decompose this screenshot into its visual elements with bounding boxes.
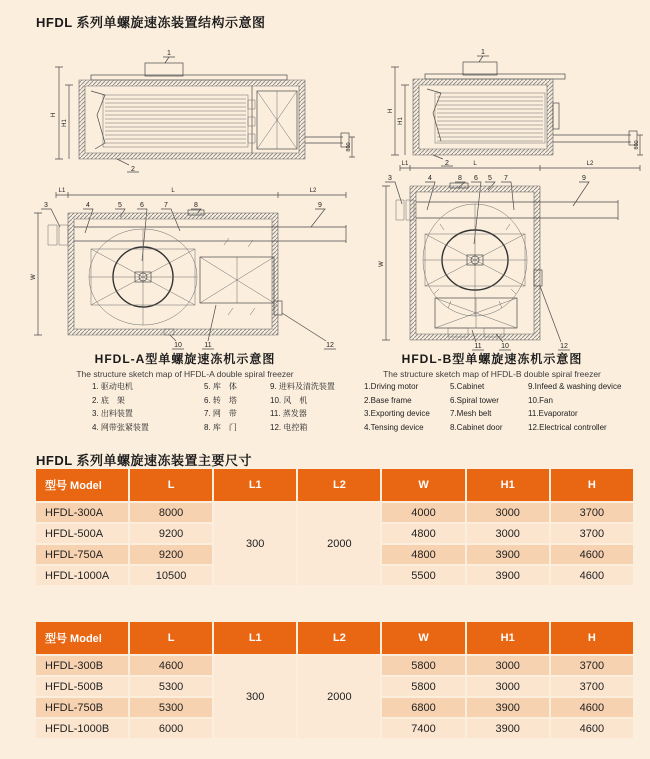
- model-cell: HFDL-300A: [36, 503, 128, 522]
- dim-label-h: H: [388, 108, 394, 114]
- legend-item: 9.Infeed & washing device: [528, 382, 622, 391]
- evaporator-braces: [200, 257, 274, 303]
- legend-item: 4.Tensing device: [364, 422, 424, 432]
- value-cell: 3000: [467, 656, 549, 675]
- legend-item: 8.Cabinet door: [450, 422, 503, 432]
- value-cell: 3900: [467, 719, 549, 738]
- callout-8: 8: [458, 175, 462, 182]
- table-header-row: [36, 622, 633, 654]
- value-cell: 3000: [467, 524, 549, 543]
- mesh-belt-stack: [435, 93, 545, 143]
- model-cell: HFDL-500A: [36, 524, 128, 543]
- callout-4: 4: [86, 202, 90, 209]
- callout-7-leader: [161, 209, 180, 231]
- legend-item: 2.Base frame: [364, 395, 412, 405]
- dim-label-800: 800: [634, 140, 640, 150]
- dim-label-l: L: [171, 188, 175, 194]
- legend-item: 11.Evaporator: [528, 409, 578, 418]
- value-cell: 9200: [130, 545, 212, 564]
- col-header-l: L: [130, 469, 212, 501]
- legend-item: 3.Exporting device: [364, 409, 430, 418]
- value-cell: 5500: [382, 566, 464, 585]
- value-cell: 5300: [130, 677, 212, 696]
- dim-label-l1: L1: [58, 188, 66, 194]
- callout-11: 11: [204, 342, 212, 349]
- legend-item: 8. 库 门: [204, 422, 237, 432]
- dim-label-w: W: [31, 274, 37, 280]
- value-cell: 4800: [382, 524, 464, 543]
- value-cell: 3700: [551, 524, 633, 543]
- dim-label-w: W: [379, 261, 385, 267]
- cabinet-top-plate: [91, 75, 287, 80]
- value-cell: 3000: [467, 503, 549, 522]
- legend-item: 3. 出料装置: [92, 409, 133, 418]
- caption-hfdl-b: [342, 350, 642, 379]
- callout-3-leader: [41, 209, 60, 227]
- conveyor-line: [74, 225, 346, 243]
- legend-item: 12.Electrical controller: [528, 422, 607, 432]
- callout-5: 5: [118, 202, 122, 209]
- value-cell: 3900: [467, 566, 549, 585]
- model-cell: HFDL-1000B: [36, 719, 128, 738]
- model-cell: HFDL-300B: [36, 656, 128, 675]
- mesh-belt-tiers: [105, 99, 246, 143]
- callout-11: 11: [474, 343, 482, 350]
- col-header-model: 型号 Model: [36, 469, 128, 501]
- callout-12: 12: [326, 342, 334, 349]
- callout-1-leader: [477, 56, 489, 62]
- page-title: HFDL 系列单螺旋速冻装置结构示意图: [36, 15, 266, 30]
- l1-merged-cell: 300: [214, 656, 296, 738]
- dimension-table-a: [34, 467, 635, 587]
- airflow-arrows: [224, 238, 277, 315]
- model-cell: HFDL-750B: [36, 698, 128, 717]
- spiral-braces: [89, 229, 197, 325]
- callout-2-leader: [117, 159, 139, 172]
- dim-label-l2: L2: [586, 161, 594, 167]
- legend-item: 4. 网带张紧装置: [92, 422, 149, 432]
- legend-item: 9. 进料及清洗装置: [270, 382, 335, 391]
- legend-item: 6. 转 塔: [204, 395, 237, 405]
- model-cell: HFDL-500B: [36, 677, 128, 696]
- callout-7: 7: [504, 175, 508, 182]
- value-cell: 5800: [382, 656, 464, 675]
- callout-10: 10: [501, 343, 509, 350]
- callout-3-leader: [385, 182, 402, 204]
- callout-12-leader: [540, 286, 570, 350]
- col-header-l1: L1: [214, 622, 296, 654]
- callout-12: 12: [560, 343, 568, 350]
- callout-3: 3: [388, 175, 392, 182]
- value-cell: 4800: [382, 545, 464, 564]
- value-cell: 8000: [130, 503, 212, 522]
- legend-item: 1.Driving motor: [364, 382, 419, 391]
- table-header-row: [36, 469, 633, 501]
- value-cell: 6000: [130, 719, 212, 738]
- value-cell: 4600: [551, 698, 633, 717]
- col-header-h1: H1: [467, 469, 549, 501]
- evaporator-braces: [435, 298, 517, 328]
- value-cell: 10500: [130, 566, 212, 585]
- drive-motor: [145, 63, 183, 76]
- callout-9: 9: [582, 175, 586, 182]
- value-cell: 4600: [551, 719, 633, 738]
- value-cell: 5300: [130, 698, 212, 717]
- side-port: [553, 103, 559, 129]
- dim-label-800: 800: [346, 142, 352, 152]
- caption-b-cn: HFDL-B型单螺旋速冻机示意图: [401, 352, 583, 366]
- col-header-h: H: [551, 622, 633, 654]
- callout-1: 1: [481, 49, 485, 56]
- callout-8: 8: [194, 202, 198, 209]
- col-header-l1: L1: [214, 469, 296, 501]
- dim-label-h1: H1: [62, 119, 68, 127]
- callout-2: 2: [445, 160, 449, 167]
- legend-english: [364, 380, 621, 434]
- callout-9-leader: [311, 209, 325, 227]
- drive-motor: [463, 62, 497, 75]
- legend-item: 12. 电控箱: [270, 422, 308, 432]
- callout-5: 5: [488, 175, 492, 182]
- dim-line-w: [34, 213, 42, 335]
- value-cell: 5800: [382, 677, 464, 696]
- legend-item: 7.Mesh belt: [450, 409, 492, 418]
- l2-merged-cell: 2000: [298, 503, 380, 585]
- callout-4-leader: [83, 209, 93, 233]
- value-cell: 3700: [551, 503, 633, 522]
- caption-a-cn: HFDL-A型单螺旋速冻机示意图: [94, 352, 276, 366]
- col-header-l: L: [130, 622, 212, 654]
- table-row: [36, 656, 633, 675]
- value-cell: 4600: [551, 566, 633, 585]
- legend-item: 2. 底 架: [92, 395, 125, 405]
- side-view-a-diagram: [45, 45, 355, 173]
- callout-6: 6: [140, 202, 144, 209]
- dim-label-l2: L2: [309, 188, 317, 194]
- dim-label-h: H: [51, 112, 57, 118]
- legend-item: 5. 库 体: [204, 382, 237, 391]
- value-cell: 4600: [551, 545, 633, 564]
- fan-section-braces: [257, 91, 297, 149]
- outfeed-conveyor: [553, 135, 631, 142]
- col-header-l2: L2: [298, 622, 380, 654]
- dim-label-l: L: [473, 161, 477, 167]
- infeed-washing-device: [48, 225, 68, 245]
- value-cell: 7400: [382, 719, 464, 738]
- value-cell: 3000: [467, 677, 549, 696]
- legend-item: 11. 蒸发器: [270, 409, 307, 418]
- model-cell: HFDL-1000A: [36, 566, 128, 585]
- value-cell: 3900: [467, 545, 549, 564]
- callout-3: 3: [44, 202, 48, 209]
- model-cell: HFDL-750A: [36, 545, 128, 564]
- dimension-table-b: [34, 620, 635, 740]
- callout-4: 4: [428, 175, 432, 182]
- legend-item: 10.Fan: [528, 395, 553, 405]
- caption-b-en: The structure sketch map of HFDL-B double spiral freezer: [383, 369, 601, 379]
- plan-view-a-diagram: [28, 183, 358, 351]
- callout-1: 1: [167, 50, 171, 57]
- callout-9: 9: [318, 202, 322, 209]
- callout-9-leader: [573, 182, 589, 206]
- callout-10: 10: [174, 342, 182, 349]
- callout-7: 7: [164, 202, 168, 209]
- value-cell: 4600: [130, 656, 212, 675]
- side-view-b-diagram: [385, 45, 645, 167]
- value-cell: 3900: [467, 698, 549, 717]
- legend-chinese: [92, 380, 335, 434]
- dim-label-l1: L1: [401, 161, 409, 167]
- value-cell: 9200: [130, 524, 212, 543]
- l2-merged-cell: 2000: [298, 656, 380, 738]
- value-cell: 6800: [382, 698, 464, 717]
- caption-hfdl-a: [35, 350, 335, 379]
- size-section-heading: HFDL 系列单螺旋速冻装置主要尺寸: [36, 453, 253, 468]
- legend-item: 7. 网 带: [204, 409, 237, 418]
- col-header-w: W: [382, 622, 464, 654]
- legend-item: 1. 驱动电机: [92, 382, 133, 391]
- value-cell: 3700: [551, 656, 633, 675]
- col-header-l2: L2: [298, 469, 380, 501]
- l1-merged-cell: 300: [214, 503, 296, 585]
- col-header-model: 型号 Model: [36, 622, 128, 654]
- table-row: [36, 503, 633, 522]
- col-header-h: H: [551, 469, 633, 501]
- coil-boxes: [248, 100, 255, 143]
- value-cell: 4000: [382, 503, 464, 522]
- outfeed-conveyor: [305, 137, 343, 143]
- callout-2: 2: [131, 166, 135, 173]
- mesh-belt-tiers: [437, 97, 543, 141]
- value-cell: 3700: [551, 677, 633, 696]
- col-header-h1: H1: [467, 622, 549, 654]
- conveyor-line: [416, 200, 618, 220]
- legend-item: 5.Cabinet: [450, 382, 485, 391]
- callout-6: 6: [474, 175, 478, 182]
- dim-label-h1: H1: [398, 117, 404, 125]
- legend-item: 6.Spiral tower: [450, 395, 499, 405]
- dim-line-top: [56, 192, 346, 198]
- callout-1-leader: [163, 57, 175, 63]
- plan-view-b-diagram: [378, 158, 650, 352]
- legend-item: 10. 风 机: [270, 395, 308, 405]
- col-header-w: W: [382, 469, 464, 501]
- caption-a-en: The structure sketch map of HFDL-A double spiral freezer: [76, 369, 294, 379]
- dim-line-top: [400, 165, 640, 171]
